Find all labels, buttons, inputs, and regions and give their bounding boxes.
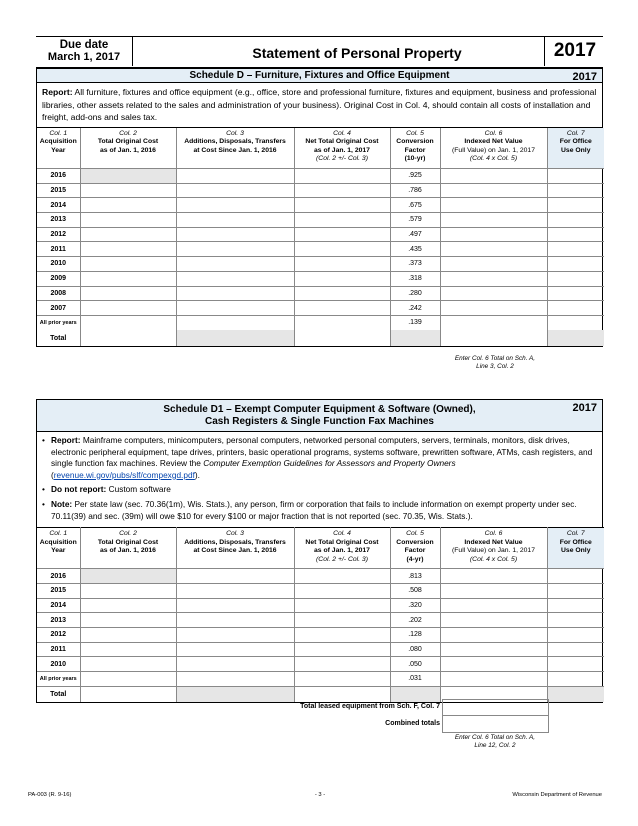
- conversion-factor-cell: .373: [390, 257, 440, 272]
- conversion-factor-cell: .925: [390, 169, 440, 184]
- col7-cell: [547, 642, 604, 657]
- col3-total-cell: [176, 330, 294, 346]
- footer-agency: Wisconsin Department of Revenue: [512, 792, 602, 798]
- column-header-row: [37, 528, 604, 569]
- col2-cell[interactable]: [80, 627, 176, 642]
- col3-cell[interactable]: [176, 583, 294, 598]
- leased-equipment-label: Total leased equipment from Sch. F, Col. 7: [300, 703, 440, 710]
- col2-cell[interactable]: [80, 642, 176, 657]
- schedule-d-table: [37, 128, 604, 347]
- total-label: Total: [37, 330, 80, 346]
- col7-cell: [547, 315, 604, 330]
- col7-header: Col. 7 For Office Use Only: [547, 528, 604, 569]
- schedule-d-title: Schedule D – Furniture, Fixtures and Office Equipment: [189, 70, 450, 81]
- col6-cell[interactable]: [440, 598, 547, 613]
- col6-cell[interactable]: [440, 627, 547, 642]
- col7-cell: [547, 257, 604, 272]
- due-date-value: March 1, 2017: [47, 51, 121, 63]
- leased-equipment-cell[interactable]: [442, 699, 549, 716]
- table-row: [37, 671, 604, 686]
- col3-cell[interactable]: [176, 301, 294, 316]
- col3-cell[interactable]: [176, 627, 294, 642]
- col2-cell[interactable]: [80, 315, 176, 330]
- col2-cell[interactable]: [80, 213, 176, 228]
- year-cell: 2015: [37, 183, 80, 198]
- conversion-factor-cell: .675: [390, 198, 440, 213]
- year-cell: 2012: [37, 627, 80, 642]
- total-row: [37, 330, 604, 346]
- instruction-report: • Report: Mainframe computers, minicomputers, personal computers, networked personal computers, servers, terminals, monitors, disk drives, electronic peripheral equipment, tape drives, printers, basic operational programs, systems software, prewritten software, ATMs, cash registers, and single function fax machines. Review the Computer Exemption Guidelines for Assessors and Property Owners (revenue.wi.gov/pubs/slf/compexgd.pdf).: [42, 435, 597, 481]
- col6-cell[interactable]: [440, 569, 547, 584]
- due-date-block: [36, 37, 132, 66]
- col4-cell[interactable]: [294, 598, 390, 613]
- year-cell: 2010: [37, 257, 80, 272]
- table-row: [37, 301, 604, 316]
- col1-header: Col. 1 Acquisition Year: [37, 528, 80, 569]
- table-row: [37, 213, 604, 228]
- col2-cell: [80, 169, 176, 184]
- col7-cell: [547, 286, 604, 301]
- col2-cell[interactable]: [80, 183, 176, 198]
- year-cell: 2009: [37, 271, 80, 286]
- schedule-d-enter-note: Enter Col. 6 Total on Sch. A, Line 3, Col. 2: [454, 355, 536, 370]
- col4-header: Col. 4 Net Total Original Cost as of Jan. 1, 2017 (Col. 2 +/- Col. 3): [294, 528, 390, 569]
- col7-cell: [547, 271, 604, 286]
- col5-header: Col. 5 Conversion Factor (4-yr): [390, 528, 440, 569]
- col4-cell[interactable]: [294, 198, 390, 213]
- col7-cell: [547, 627, 604, 642]
- col6-cell[interactable]: [440, 657, 547, 672]
- table-row: [37, 169, 604, 184]
- schedule-d1-year: 2017: [572, 402, 597, 414]
- col3-header: Col. 3 Additions, Disposals, Transfers at Cost Since Jan. 1, 2016: [176, 528, 294, 569]
- table-row: [37, 257, 604, 272]
- col6-cell[interactable]: [440, 286, 547, 301]
- table-row: [37, 598, 604, 613]
- col2-cell[interactable]: [80, 257, 176, 272]
- conversion-factor-cell: .497: [390, 227, 440, 242]
- col4-cell[interactable]: [294, 613, 390, 628]
- conversion-factor-cell: .050: [390, 657, 440, 672]
- col6-cell[interactable]: [440, 198, 547, 213]
- header-divider: [132, 37, 133, 66]
- table-row: [37, 627, 604, 642]
- year-cell: 2011: [37, 642, 80, 657]
- guidelines-link[interactable]: revenue.wi.gov/pubs/slf/compexgd.pdf: [53, 469, 195, 480]
- col3-cell[interactable]: [176, 271, 294, 286]
- col6-cell[interactable]: [440, 583, 547, 598]
- col6-cell[interactable]: [440, 169, 547, 184]
- col6-cell[interactable]: [440, 242, 547, 257]
- conversion-factor-cell: .318: [390, 271, 440, 286]
- schedule-d1-title-line2: Cash Registers & Single Function Fax Machines: [205, 416, 434, 427]
- col2-total-cell[interactable]: [80, 686, 176, 702]
- col7-total-cell: [547, 686, 604, 702]
- col4-cell[interactable]: [294, 569, 390, 584]
- col7-cell: [547, 583, 604, 598]
- conversion-factor-cell: .320: [390, 598, 440, 613]
- schedule-d1-enter-note: Enter Col. 6 Total on Sch. A, Line 12, Col. 2: [454, 734, 536, 749]
- col3-cell[interactable]: [176, 613, 294, 628]
- column-header-row: [37, 128, 604, 169]
- col4-header: Col. 4 Net Total Original Cost as of Jan. 1, 2017 (Col. 2 +/- Col. 3): [294, 128, 390, 169]
- col7-cell: [547, 227, 604, 242]
- form-year: 2017: [553, 40, 597, 61]
- due-date-label: Due date: [59, 39, 109, 51]
- combined-totals-cell[interactable]: [442, 716, 549, 733]
- col6-cell[interactable]: [440, 315, 547, 330]
- year-cell: 2013: [37, 613, 80, 628]
- conversion-factor-cell: .435: [390, 242, 440, 257]
- col2-cell[interactable]: [80, 598, 176, 613]
- schedule-d-report: [37, 83, 602, 128]
- col2-cell[interactable]: [80, 613, 176, 628]
- col4-cell[interactable]: [294, 242, 390, 257]
- col4-cell[interactable]: [294, 671, 390, 686]
- schedule-d-year: 2017: [572, 71, 597, 83]
- col2-cell[interactable]: [80, 198, 176, 213]
- col2-total-cell[interactable]: [80, 330, 176, 346]
- col4-cell[interactable]: [294, 286, 390, 301]
- schedule-d1-table: [37, 527, 604, 702]
- year-cell: 2010: [37, 657, 80, 672]
- col6-header: Col. 6 Indexed Net Value (Full Value) on Jan. 1, 2017 (Col. 4 x Col. 5): [440, 528, 547, 569]
- instruction-do-not-report: • Do not report: Custom software: [42, 484, 597, 496]
- schedule-d1-instructions: [37, 432, 602, 527]
- col2-cell[interactable]: [80, 583, 176, 598]
- col7-cell: [547, 569, 604, 584]
- conversion-factor-cell: .242: [390, 301, 440, 316]
- col7-cell: [547, 213, 604, 228]
- year-cell: 2016: [37, 169, 80, 184]
- col5-header: Col. 5 Conversion Factor (10-yr): [390, 128, 440, 169]
- year-cell: 2007: [37, 301, 80, 316]
- col6-cell[interactable]: [440, 271, 547, 286]
- table-row: [37, 286, 604, 301]
- schedule-d1-header: [37, 400, 602, 432]
- col6-cell[interactable]: [440, 183, 547, 198]
- year-cell: 2008: [37, 286, 80, 301]
- col3-total-cell: [176, 686, 294, 702]
- col3-cell[interactable]: [176, 315, 294, 330]
- col7-cell: [547, 169, 604, 184]
- col6-cell[interactable]: [440, 642, 547, 657]
- col7-cell: [547, 598, 604, 613]
- report-text: All furniture, fixtures and office equipment (e.g., office, store and professional furniture, fixtures and equipment, business and professional libraries, other assets related to the sales and administration of your business). Original Cost in Col. 4, should contain all costs of installation and freight, add-ons and sales tax.: [42, 87, 597, 122]
- col7-cell: [547, 657, 604, 672]
- report-label: Report:: [42, 87, 73, 97]
- table-row: [37, 227, 604, 242]
- conversion-factor-cell: .508: [390, 583, 440, 598]
- col1-header: Col. 1 Acquisition Year: [37, 128, 80, 169]
- col2-cell[interactable]: [80, 271, 176, 286]
- table-row: [37, 657, 604, 672]
- col4-cell[interactable]: [294, 213, 390, 228]
- col7-total-cell: [547, 330, 604, 346]
- conversion-factor-cell: .579: [390, 213, 440, 228]
- col7-cell: [547, 671, 604, 686]
- table-row: [37, 642, 604, 657]
- col4-cell[interactable]: [294, 642, 390, 657]
- col2-header: Col. 2 Total Original Cost as of Jan. 1, 2016: [80, 528, 176, 569]
- col7-cell: [547, 242, 604, 257]
- col3-cell[interactable]: [176, 257, 294, 272]
- schedule-d-header: [37, 69, 602, 83]
- conversion-factor-cell: .128: [390, 627, 440, 642]
- col3-cell[interactable]: [176, 657, 294, 672]
- total-label: Total: [37, 686, 80, 702]
- conversion-factor-cell: .813: [390, 569, 440, 584]
- form-title: Statement of Personal Property: [252, 45, 462, 61]
- col3-cell[interactable]: [176, 671, 294, 686]
- year-cell: All prior years: [37, 315, 80, 330]
- footer-page-number: - 3 -: [314, 792, 326, 798]
- col6-total-cell[interactable]: [440, 330, 547, 346]
- col2-cell[interactable]: [80, 286, 176, 301]
- conversion-factor-cell: .202: [390, 613, 440, 628]
- col4-cell[interactable]: [294, 183, 390, 198]
- year-cell: 2013: [37, 213, 80, 228]
- col6-cell[interactable]: [440, 213, 547, 228]
- conversion-factor-cell: .786: [390, 183, 440, 198]
- col2-cell[interactable]: [80, 227, 176, 242]
- col3-header: Col. 3 Additions, Disposals, Transfers at Cost Since Jan. 1, 2016: [176, 128, 294, 169]
- year-cell: 2011: [37, 242, 80, 257]
- col6-cell[interactable]: [440, 257, 547, 272]
- table-row: [37, 242, 604, 257]
- col4-cell[interactable]: [294, 583, 390, 598]
- col3-cell[interactable]: [176, 569, 294, 584]
- col6-cell[interactable]: [440, 613, 547, 628]
- table-row: [37, 198, 604, 213]
- col6-cell[interactable]: [440, 671, 547, 686]
- instruction-note: • Note: Per state law (sec. 70.36(1m), Wis. Stats.), any person, firm or corporation that fails to include information on exempt property under sec. 70.11(39) and sec. (39m) will owe $10 for every $100 or major fraction that is not reported (sec. 70.35, Wis. Stats.).: [42, 499, 597, 522]
- header-divider: [544, 37, 545, 66]
- col2-header: Col. 2 Total Original Cost as of Jan. 1, 2016: [80, 128, 176, 169]
- col3-cell[interactable]: [176, 213, 294, 228]
- col3-cell[interactable]: [176, 169, 294, 184]
- col7-cell: [547, 301, 604, 316]
- col4-total-cell[interactable]: [294, 686, 390, 702]
- table-row: [37, 183, 604, 198]
- year-cell: 2012: [37, 227, 80, 242]
- col6-header: Col. 6 Indexed Net Value (Full Value) on Jan. 1, 2017 (Col. 4 x Col. 5): [440, 128, 547, 169]
- table-row: [37, 613, 604, 628]
- col4-total-cell[interactable]: [294, 330, 390, 346]
- year-cell: 2015: [37, 583, 80, 598]
- col4-cell[interactable]: [294, 315, 390, 330]
- col2-cell[interactable]: [80, 242, 176, 257]
- col7-cell: [547, 198, 604, 213]
- schedule-d1: [36, 399, 603, 703]
- col4-cell[interactable]: [294, 169, 390, 184]
- schedule-d: [36, 68, 603, 347]
- conversion-factor-cell: .280: [390, 286, 440, 301]
- col3-cell[interactable]: [176, 642, 294, 657]
- year-cell: 2014: [37, 598, 80, 613]
- col3-cell[interactable]: [176, 198, 294, 213]
- col2-cell[interactable]: [80, 657, 176, 672]
- col6-cell[interactable]: [440, 227, 547, 242]
- col4-cell[interactable]: [294, 657, 390, 672]
- col5-total-cell: [390, 686, 440, 702]
- col4-cell[interactable]: [294, 301, 390, 316]
- col4-cell[interactable]: [294, 627, 390, 642]
- col4-cell[interactable]: [294, 271, 390, 286]
- col6-cell[interactable]: [440, 301, 547, 316]
- col4-cell[interactable]: [294, 257, 390, 272]
- col7-header: Col. 7 For Office Use Only: [547, 128, 604, 169]
- col2-cell: [80, 569, 176, 584]
- schedule-d1-title-line1: Schedule D1 – Exempt Computer Equipment & Software (Owned),: [163, 404, 476, 415]
- conversion-factor-cell: .031: [390, 671, 440, 686]
- col7-cell: [547, 613, 604, 628]
- col5-total-cell: [390, 330, 440, 346]
- conversion-factor-cell: .139: [390, 315, 440, 330]
- col2-cell[interactable]: [80, 301, 176, 316]
- col3-cell[interactable]: [176, 183, 294, 198]
- table-row: [37, 271, 604, 286]
- col2-cell[interactable]: [80, 671, 176, 686]
- col7-cell: [547, 183, 604, 198]
- col3-cell[interactable]: [176, 242, 294, 257]
- year-cell: 2014: [37, 198, 80, 213]
- year-cell: All prior years: [37, 671, 80, 686]
- col3-cell[interactable]: [176, 598, 294, 613]
- conversion-factor-cell: .080: [390, 642, 440, 657]
- form-header: [36, 36, 603, 68]
- footer-form-number: PA-003 (R. 9-16): [28, 792, 72, 798]
- table-row: [37, 569, 604, 584]
- col3-cell[interactable]: [176, 227, 294, 242]
- col3-cell[interactable]: [176, 286, 294, 301]
- combined-totals-label: Combined totals: [385, 720, 440, 727]
- col4-cell[interactable]: [294, 227, 390, 242]
- table-row: [37, 583, 604, 598]
- table-row: [37, 315, 604, 330]
- year-cell: 2016: [37, 569, 80, 584]
